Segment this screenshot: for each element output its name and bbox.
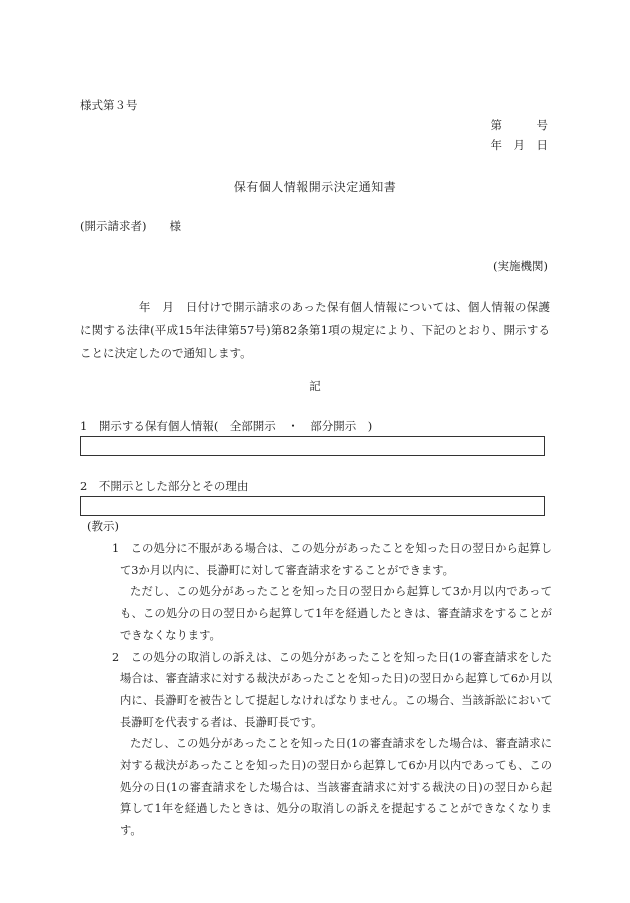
section2-field[interactable] [80,496,545,516]
document-title: 保有個人情報開示決定通知書 [233,180,397,194]
notice-item-1: 1 この処分に不服がある場合は、この処分があったことを知った日の翌日から起算して3か月以内に、長瀞町に対して審査請求をすることができます。 [112,542,552,577]
section1-heading: 1 開示する保有個人情報( 全部開示 ・ 部分開示 ) [80,419,373,433]
body-paragraph [80,296,550,365]
body-text: 年 月 日付けで開示請求のあった保有個人情報については、個人情報の保護に関する法律(平成15年法律第57号)第82条第1項の規定により、下記のとおり、開示することに決定したので通知します。 [80,300,550,360]
date-line: 年 月 日 [490,138,548,152]
ki-heading: 記 [309,379,321,393]
notice-label: (教示) [87,519,119,533]
notice-item-2: 2 この処分の取消しの訴えは、この処分があったことを知った日(1の審査請求をした場合は、審査請求に対する裁決があったことを知った日)の翌日から起算して6か月以内に、長瀞町を被告として提起しなければなりません。この場合、当該訴訟において長瀞町を代表する者は、長瀞町長です。 [112,650,552,729]
form-number: 様式第３号 [80,98,138,112]
implementing-agency: (実施機関) [493,259,548,273]
notice-block [90,538,552,842]
recipient-line: (開示請求者) 様 [80,219,181,233]
reference-number: 第 号 [490,118,548,132]
section2-heading: 2 不開示とした部分とその理由 [80,479,249,493]
notice-item-1-proviso: ただし、この処分があったことを知った日の翌日から起算して3か月以内であっても、この処分の日の翌日から起算して1年を経過したときは、審査請求をすることができなくなります。 [120,585,552,642]
section1-field[interactable] [80,436,545,456]
notice-item-2-proviso: ただし、この処分があったことを知った日(1の審査請求をした場合は、審査請求に対する裁決があったことを知った日)の翌日から起算して6か月以内であっても、この処分の日(1の審査請求をした場合は、当該審査請求に対する裁決の日)の翌日から起算して1年を経過したときは、処分の取消しの訴えを提起することができなくなります。 [120,737,552,838]
